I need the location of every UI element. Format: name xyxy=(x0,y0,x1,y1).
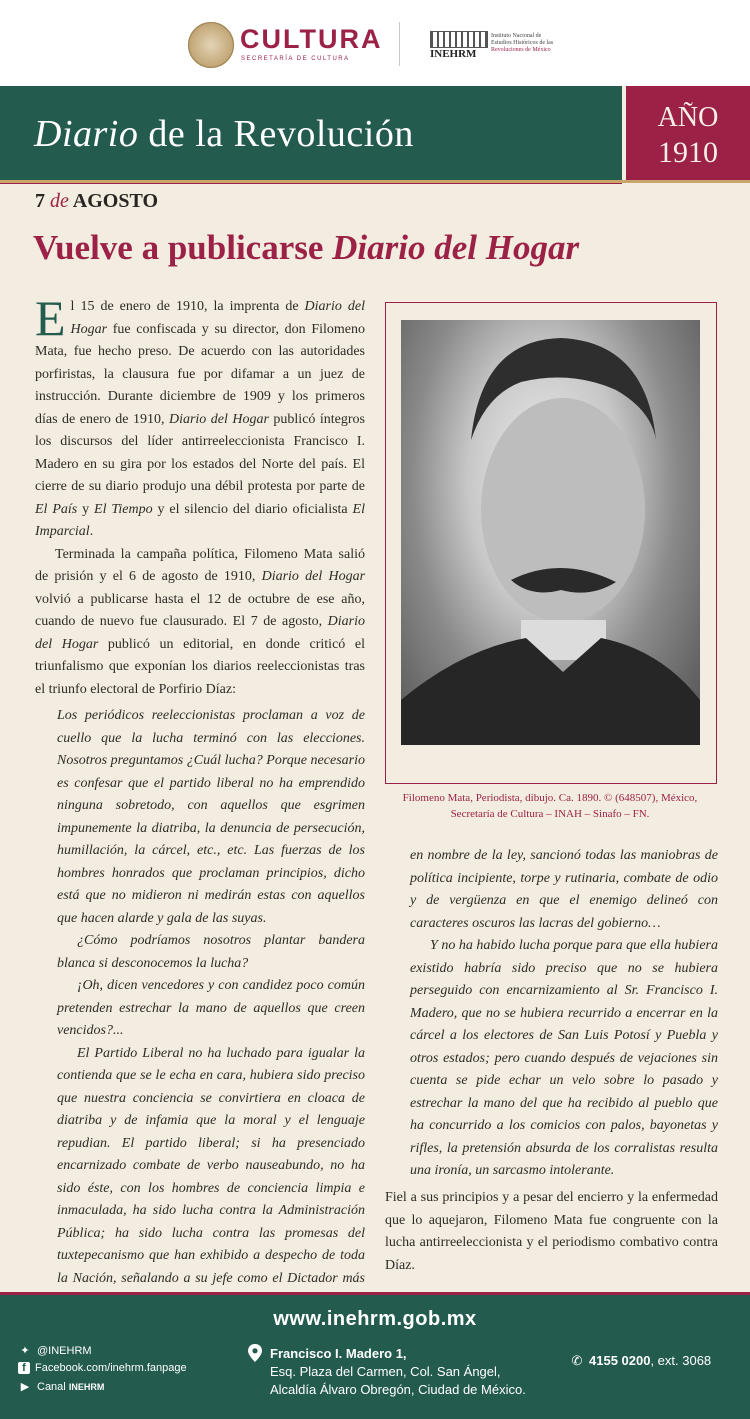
p1-text-b: Diario del Hogar xyxy=(70,299,365,337)
closing-paragraph: Fiel a sus principios y a pesar del encierro y la enfermedad que lo aquejaron, Filomeno Mata fue congruente con la lucha antirreeleccionista y el periodismo combativo contra Díaz. xyxy=(385,1190,718,1273)
phone-ext-prefix: , ext. 3068 xyxy=(650,1353,712,1368)
header-divider xyxy=(399,22,400,66)
caption-line-2: Secretaría de Cultura – INAH – Sinafo – FN. xyxy=(450,808,650,820)
p1-text-a: l 15 de enero de 1910, la imprenta de xyxy=(70,299,305,314)
year-value: 1910 xyxy=(658,136,718,169)
date-de: de xyxy=(50,190,69,212)
quote-paragraph-2: ¿Cómo podríamos nosotros plantar bandera blanca si desconocemos la lucha? xyxy=(57,933,365,971)
date-month: AGOSTO xyxy=(72,190,159,212)
portrait-illustration xyxy=(401,320,700,745)
facebook-text: Facebook.com/inehrm.fanpage xyxy=(35,1362,187,1374)
headline-start: Vuelve a publicarse xyxy=(33,228,333,267)
left-column xyxy=(35,290,366,701)
article-date xyxy=(35,190,158,213)
twitter-text: @INEHRM xyxy=(37,1345,92,1357)
year-label: AÑO xyxy=(657,102,719,133)
quote-paragraph-6: Y no ha habido lucha porque para que ella hubiera existido habría sido preciso que no se hubiera perseguido con encarnizamiento al Sr. Francisco I. Madero, que no se hubiera recurrido a encerrar en la cárcel a los electores de San Luis Potosí y Puebla y otros estados; pero cuando después de vejaciones sin cuenta se pide echar un velo sobre lo pasado y estrechar la mano del que ha recibido al pueblo que ha concurrido a los comicios con palos, bayonetas y rifles, la pretensión absurda de los corralistas resulta una ironía, un sarcasmo intolerante. xyxy=(410,938,718,1178)
quote-right-column xyxy=(410,845,718,1183)
p1-text-c: fue confiscada y su director, don Filomeno Mata, fue hecho preso. De acuerdo con las autoridades porfiristas, la clausura fue por difamar a un juez de instrucción. Durante diciembre de 1909 y los primeros días de enero de 1910, xyxy=(35,321,365,427)
drop-cap: E xyxy=(35,290,66,346)
p1-text-f: El País xyxy=(35,501,78,517)
address xyxy=(270,1345,526,1399)
youtube-icon: ▶ xyxy=(20,1381,30,1393)
publication-title-rest: de la Revolución xyxy=(138,113,414,155)
p1-text-e: publicó íntegros los discursos del líder antirreeleccionista Francisco I. Madero en su gira por los estados del Norte del país. El cierre de su diario produjo una débil protesta por parte de xyxy=(35,411,365,494)
phone-icon: ✆ xyxy=(571,1353,583,1368)
headline-italic: Diario del Hogar xyxy=(332,228,580,267)
publication-title-italic: Diario xyxy=(34,113,139,155)
youtube-prefix: Canal xyxy=(37,1381,66,1393)
inehrm-building-icon xyxy=(430,31,488,48)
quote-paragraph-1: Los periódicos reeleccionistas proclaman a voz de cuello que la lucha terminó con las elecciones. Nosotros preguntamos ¿Cuál lucha? Porque necesario es confesar que el partido liberal no ha emprendido ninguna sobretodo, con aquellos que esgrimen impunemente la diatriba, la denuncia de persecución, humillación, la cárcel, etc., etc. Las fuerzas de los hombres honrados que proclaman principios, dicho está que no midieron ni medirán estas con aquellos que hacen alarde y gala de las suyas. xyxy=(57,708,365,926)
cultura-seal-icon xyxy=(188,22,234,68)
youtube-link[interactable] xyxy=(18,1380,104,1393)
location-pin-icon xyxy=(248,1344,262,1360)
p1-text-d: Diario del Hogar xyxy=(168,411,269,427)
p2-text-d: Diario del Hogar xyxy=(35,614,365,652)
p2-text-a: Terminada la campaña política, Filomeno Mata salió de prisión y el 6 de agosto de 1910, xyxy=(35,546,365,584)
date-day: 7 xyxy=(35,190,45,212)
quote-paragraph-4: El Partido Liberal no ha luchado para igualar la contienda que se le echa en cara, hubiera sido preciso que nuestra conciencia se convirtiera en cloaca de diatriba y de infamia que la moral y el lenguaje repudian. El partido liberal; si ha presenciado encarnizado combate de verbo nauseabundo, no ha sido éste, con los hombres de conciencia limpia e inmaculada, ha sido lucha contra la Administración Pública; ha sido lucha contra las promesas del tuxtepecanismo que han exhibido a despecho de toda la Nación, señalando a su jefe como el Dictador más xyxy=(57,1045,365,1286)
p1-text-j: El Imparcial xyxy=(35,501,365,539)
inehrm-line-1: Instituto Nacional de xyxy=(491,33,542,39)
p1-text-i: y el silencio del diario oficialista xyxy=(152,501,353,517)
quote-paragraph-5: en nombre de la ley, sancionó todas las maniobras de política incipiente, torpe y rutinaria, combate de odio y de vergüenza en que el enemigo delineó con caracteres oscuros las lacras del gobierno… xyxy=(410,848,718,931)
p2-text-b: Diario del Hogar xyxy=(261,569,366,584)
inehrm-line-3: Revoluciones de México xyxy=(491,47,551,53)
facebook-link[interactable] xyxy=(18,1362,187,1374)
p1-text-k: . xyxy=(89,524,94,539)
address-line-2: Esq. Plaza del Carmen, Col. San Ángel, xyxy=(270,1364,501,1379)
facebook-icon: f xyxy=(18,1362,30,1374)
p2-text-c: volvió a publicarse hasta el 12 de octubre de ese año, cuando de nuevo fue clausurado. El 7 de agosto, xyxy=(35,591,365,629)
closing-column xyxy=(385,1187,718,1277)
article-headline xyxy=(33,228,579,268)
inehrm-logo-text: INEHRM xyxy=(430,48,477,60)
inehrm-institute-name xyxy=(491,33,553,54)
youtube-channel: INEHRM xyxy=(68,1382,105,1392)
portrait-photo xyxy=(401,320,700,745)
inehrm-line-2: Estudios Históricos de las xyxy=(491,40,554,46)
twitter-handle[interactable] xyxy=(18,1344,92,1357)
p1-text-h: El Tiempo xyxy=(94,501,153,517)
twitter-icon: ✦ xyxy=(20,1345,30,1357)
p2-text-e: publicó un editorial, en donde criticó el triunfalismo que exponían los diarios reeleccionistas tras el triunfo electoral de Porfirio Díaz: xyxy=(35,636,365,697)
paragraph-2 xyxy=(35,544,365,702)
p1-text-g: y xyxy=(77,501,95,517)
address-line-1: Francisco I. Madero 1, xyxy=(270,1346,407,1361)
publication-title xyxy=(34,112,414,156)
cultura-subtitle: SECRETARÍA DE CULTURA xyxy=(241,56,350,62)
banner-underline xyxy=(0,180,750,183)
website-link[interactable]: www.inehrm.gob.mx xyxy=(273,1308,477,1330)
photo-caption xyxy=(380,790,720,822)
paragraph-1 xyxy=(35,290,365,544)
phone-main: 4155 0200 xyxy=(589,1353,651,1368)
quote-left-column xyxy=(57,705,365,1313)
quote-paragraph-3: ¡Oh, dicen vencedores y con candidez poco común pretenden estrechar la mano de aquellos que creen vencidos?... xyxy=(57,978,365,1038)
caption-line-1: Filomeno Mata, Periodista, dibujo. Ca. 1890. © (648507), México, xyxy=(402,792,698,804)
address-line-3: Alcaldía Álvaro Obregón, Ciudad de México. xyxy=(270,1382,526,1397)
phone-number[interactable] xyxy=(570,1353,711,1369)
cultura-logo-text: CULTURA xyxy=(240,24,383,54)
